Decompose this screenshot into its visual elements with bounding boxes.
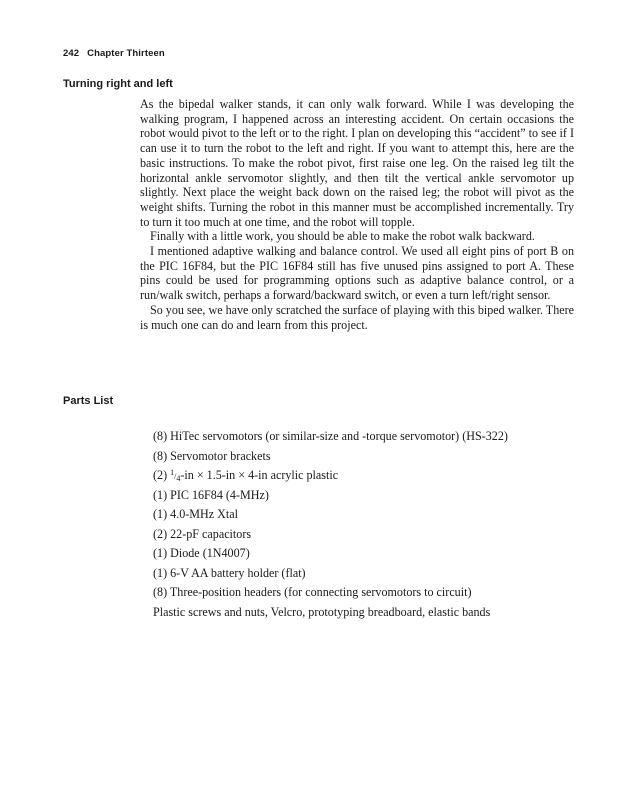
parts-list-item: (1) Diode (1N4007) bbox=[153, 546, 250, 560]
parts-list-item-acrylic bbox=[153, 466, 593, 486]
section-heading-parts-list: Parts List bbox=[63, 395, 114, 407]
section-heading-turning: Turning right and left bbox=[63, 78, 173, 90]
parts-list-item: (1) 4.0-MHz Xtal bbox=[153, 507, 238, 521]
acrylic-qty: (2) bbox=[153, 468, 171, 482]
fraction-numerator: 1 bbox=[170, 468, 175, 477]
running-head bbox=[63, 48, 165, 59]
paragraph-3: I mentioned adaptive walking and balance control. We used all eight pins of port B on the PIC 16F84, but the PIC 16F84 still has five unused pins assigned to port A. These pins could be used for programming options such as adaptive balance control, or a run/walk switch, perhaps a forward/backward switch, or even a turn left/right sensor. bbox=[140, 244, 574, 303]
parts-list-item: (1) 6-V AA battery holder (flat) bbox=[153, 565, 306, 580]
parts-list-item: (1) PIC 16F84 (4-MHz) bbox=[153, 487, 269, 502]
parts-list-item: (8) Servomotor brackets bbox=[153, 448, 271, 463]
chapter-title: Chapter Thirteen bbox=[87, 48, 165, 59]
fraction: 1/4 bbox=[170, 468, 181, 483]
turning-body bbox=[140, 97, 574, 332]
paragraph-4: So you see, we have only scratched the surface of playing with this biped walker. There is much one can do and learn from this project. bbox=[140, 302, 574, 332]
page-number: 242 bbox=[63, 48, 80, 59]
fraction-denominator: 4 bbox=[176, 474, 181, 483]
paragraph-2: Finally with a little work, you should be able to make the robot walk backward. bbox=[150, 229, 535, 244]
parts-list-item: Plastic screws and nuts, Velcro, prototyping breadboard, elastic bands bbox=[153, 604, 491, 619]
parts-list-item: (8) Three-position headers (for connecting servomotors to circuit) bbox=[153, 585, 472, 599]
parts-list-item: (2) 22-pF capacitors bbox=[153, 526, 252, 541]
parts-list-item: (8) HiTec servomotors (or similar-size and -torque servomotor) (HS-322) bbox=[153, 429, 508, 443]
acrylic-description: -in × 1.5-in × 4-in acrylic plastic bbox=[180, 468, 339, 482]
paragraph-1: As the bipedal walker stands, it can only walk forward. While I was developing the walking program, I happened across an interesting accident. On certain occasions the robot would pivot to the left or to the right. I plan on developing this “accident” to see if I can use it to turn the robot to the left and right. If you want to attempt this, here are the basic instructions. To make the robot pivot, first raise one leg. On the raised leg tilt the horizontal ankle servomotor slightly, and then tilt the vertical ankle servomotor up slightly. Next place the weight back down on the raised leg; the robot will pivot as the weight shifts. Turning the robot in this manner must be accomplished incrementally. Try to turn it too much at one time, and the robot will topple. bbox=[140, 97, 574, 229]
parts-list bbox=[153, 427, 593, 622]
